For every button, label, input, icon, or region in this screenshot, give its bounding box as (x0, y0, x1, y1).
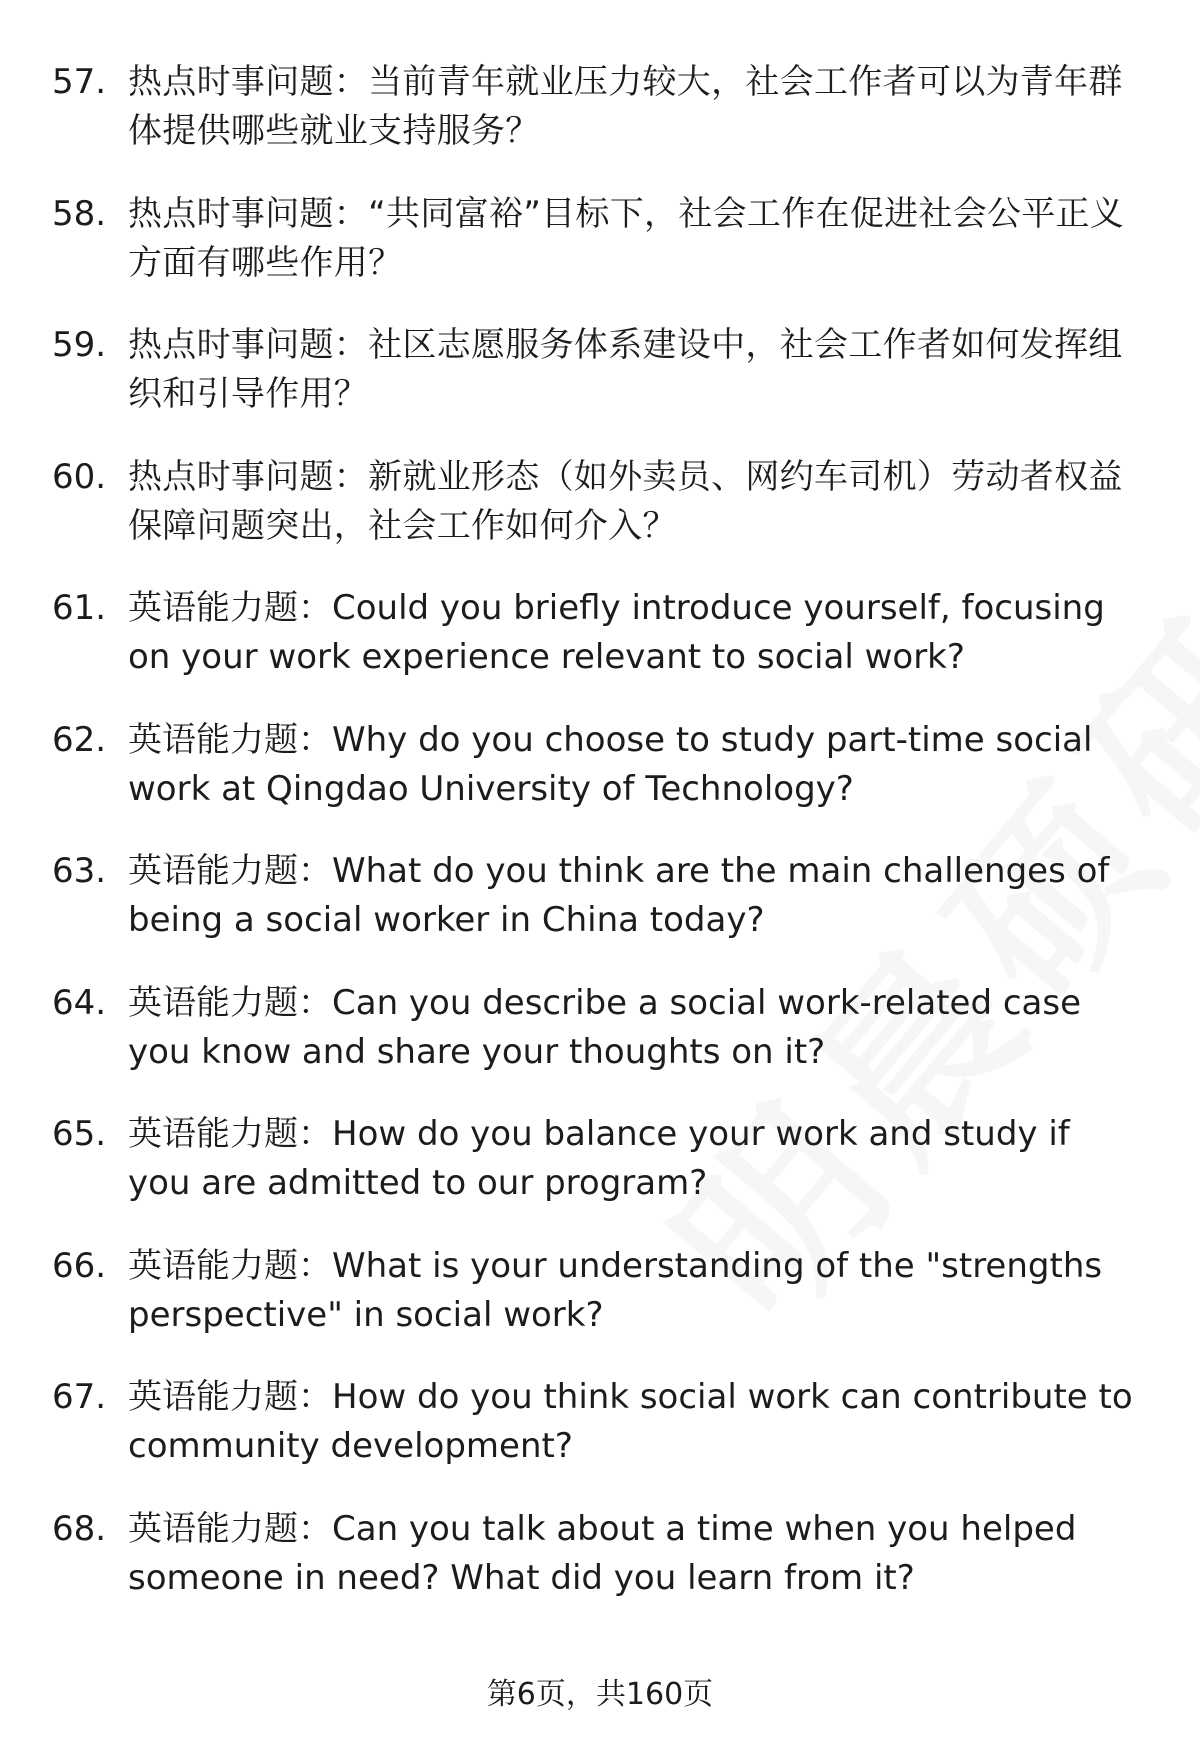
question-text: 英语能力题：Can you describe a social work-related case you know and share your thoughts on it? (128, 982, 1082, 1072)
question-text: 英语能力题：What is your understanding of the "strengths perspective" in social work? (128, 1245, 1103, 1335)
page-footer: 第6页，共160页 (486, 1677, 714, 1712)
question-number: 67. (52, 1377, 107, 1417)
question-text: 热点时事问题：当前青年就业压力较大，社会工作者可以为青年群体提供哪些就业支持服务？ (128, 62, 1123, 151)
question-item (0, 584, 1200, 716)
question-item (0, 1373, 1200, 1505)
question-item (0, 190, 1200, 322)
question-text: 热点时事问题：新就业形态（如外卖员、网约车司机）劳动者权益保障问题突出，社会工作如何介入？ (128, 456, 1123, 546)
question-number: 59. (52, 325, 107, 365)
question-item (0, 1505, 1200, 1637)
question-item (0, 716, 1200, 848)
question-text: 英语能力题：What do you think are the main challenges of being a social worker in China today? (128, 851, 1110, 940)
question-number: 57. (52, 62, 107, 102)
question-text: 英语能力题：How do you balance your work and study if you are admitted to our program? (128, 1114, 1070, 1203)
question-text: 英语能力题：Could you briefly introduce yourself, focusing on your work experience relevant to social work? (128, 588, 1105, 677)
question-item (0, 847, 1200, 979)
question-item (0, 58, 1200, 190)
question-text: 英语能力题：Can you talk about a time when you helped someone in need? What did you learn from it? (128, 1508, 1077, 1598)
question-number: 66. (52, 1245, 107, 1286)
question-item (0, 1242, 1200, 1374)
question-text: 英语能力题：How do you think social work can contribute to community development? (128, 1377, 1133, 1466)
question-number: 58. (52, 193, 107, 234)
question-number: 63. (52, 851, 107, 891)
question-number: 65. (52, 1114, 107, 1154)
question-number: 64. (52, 982, 107, 1023)
question-list (0, 58, 1200, 1636)
question-item (0, 453, 1200, 585)
question-text: 英语能力题：Why do you choose to study part-time social work at Qingdao University of Technology? (128, 719, 1093, 809)
question-item (0, 321, 1200, 453)
question-item (0, 979, 1200, 1111)
question-number: 62. (52, 719, 107, 760)
question-number: 61. (52, 588, 107, 628)
question-text: 热点时事问题：“共同富裕”目标下，社会工作在促进社会公平正义方面有哪些作用？ (128, 193, 1125, 283)
question-number: 68. (52, 1508, 107, 1549)
question-number: 60. (52, 456, 107, 497)
question-item (0, 1110, 1200, 1242)
question-text: 热点时事问题：社区志愿服务体系建设中，社会工作者如何发挥组织和引导作用？ (128, 325, 1123, 414)
